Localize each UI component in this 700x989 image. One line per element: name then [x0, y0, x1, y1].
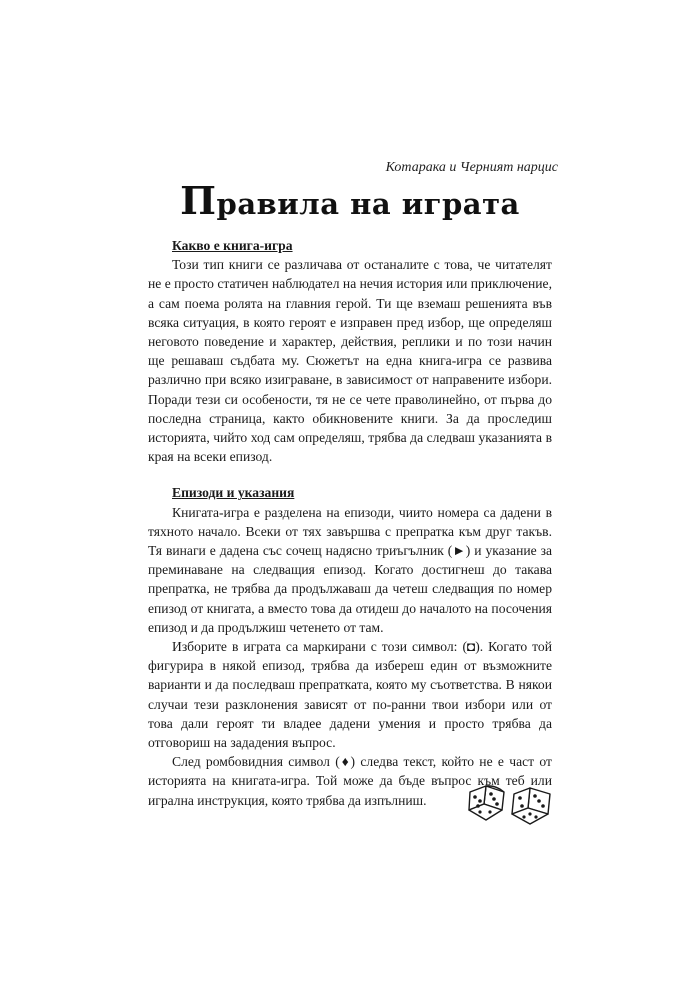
section-heading: Какво е книга-игра	[172, 238, 293, 253]
section-heading: Епизоди и указания	[172, 485, 295, 501]
title-initial: П	[180, 178, 217, 223]
title-rest: равила на играта	[216, 187, 520, 221]
paragraph: След ромбовидния символ (♦) следва текст, който не е част от историята на книгата-игра. Той може да бъде въпрос към теб или игрална инструкция, която трябва да изпълниш.	[148, 754, 552, 808]
left-die	[469, 786, 504, 820]
dice-icon	[466, 782, 556, 830]
paragraph: Изборите в играта са маркирани с този символ: (◘). Когато той фигурира в някой епизод, трябва да избереш един от възможните варианти и да последваш препратката, която му съответства. В някои случаи тези разклонения зависят от по-ранни твои избори или от това дали героят ти владее дадени умения и просто трябва да отговориш на зададения въпрос.	[148, 639, 552, 751]
paragraph: Книгата-игра е разделена на епизоди, чиито номера са дадени в тяхното начало. Всеки от тях завършва с препратка към друг такъв. Тя винаги е дадена със сочещ надясно триъгълник (►) и указание за преминаване на следващия епизод. Когато достигнеш до такава препратка, не трябва да продължаваш да четеш следващия по номер епизод от книгата, а вместо това да отидеш до началото на посочения епизод и да продължиш четенето от там.	[148, 504, 552, 635]
running-header: Котарака и Черният нарцис	[385, 160, 558, 175]
section-gap	[148, 466, 552, 483]
paragraph: Този тип книги се различава от останалите с това, че читателят не е просто статичен наблюдател на нечия история или приключение, а сам поема ролята на главния герой. Ти ще вземаш решенията във всяка ситуация, в която героят е изправен пред избор, ще определяш неговото поведение и характер, действия, реплики и по този начин ще решаваш съдбата му. Сюжетът на една книга-игра се развива различно при всяко изиграване, в зависимост от направените избори. Поради тези си особености, тя не се чете праволинейно, от първа до последна страница, както обикновените книги. За да проследиш историята, чийто ход сам определяш, трябва да следваш указанията в края на всеки епизод.	[148, 257, 552, 465]
body-text	[148, 236, 552, 810]
chapter-title	[0, 178, 700, 223]
